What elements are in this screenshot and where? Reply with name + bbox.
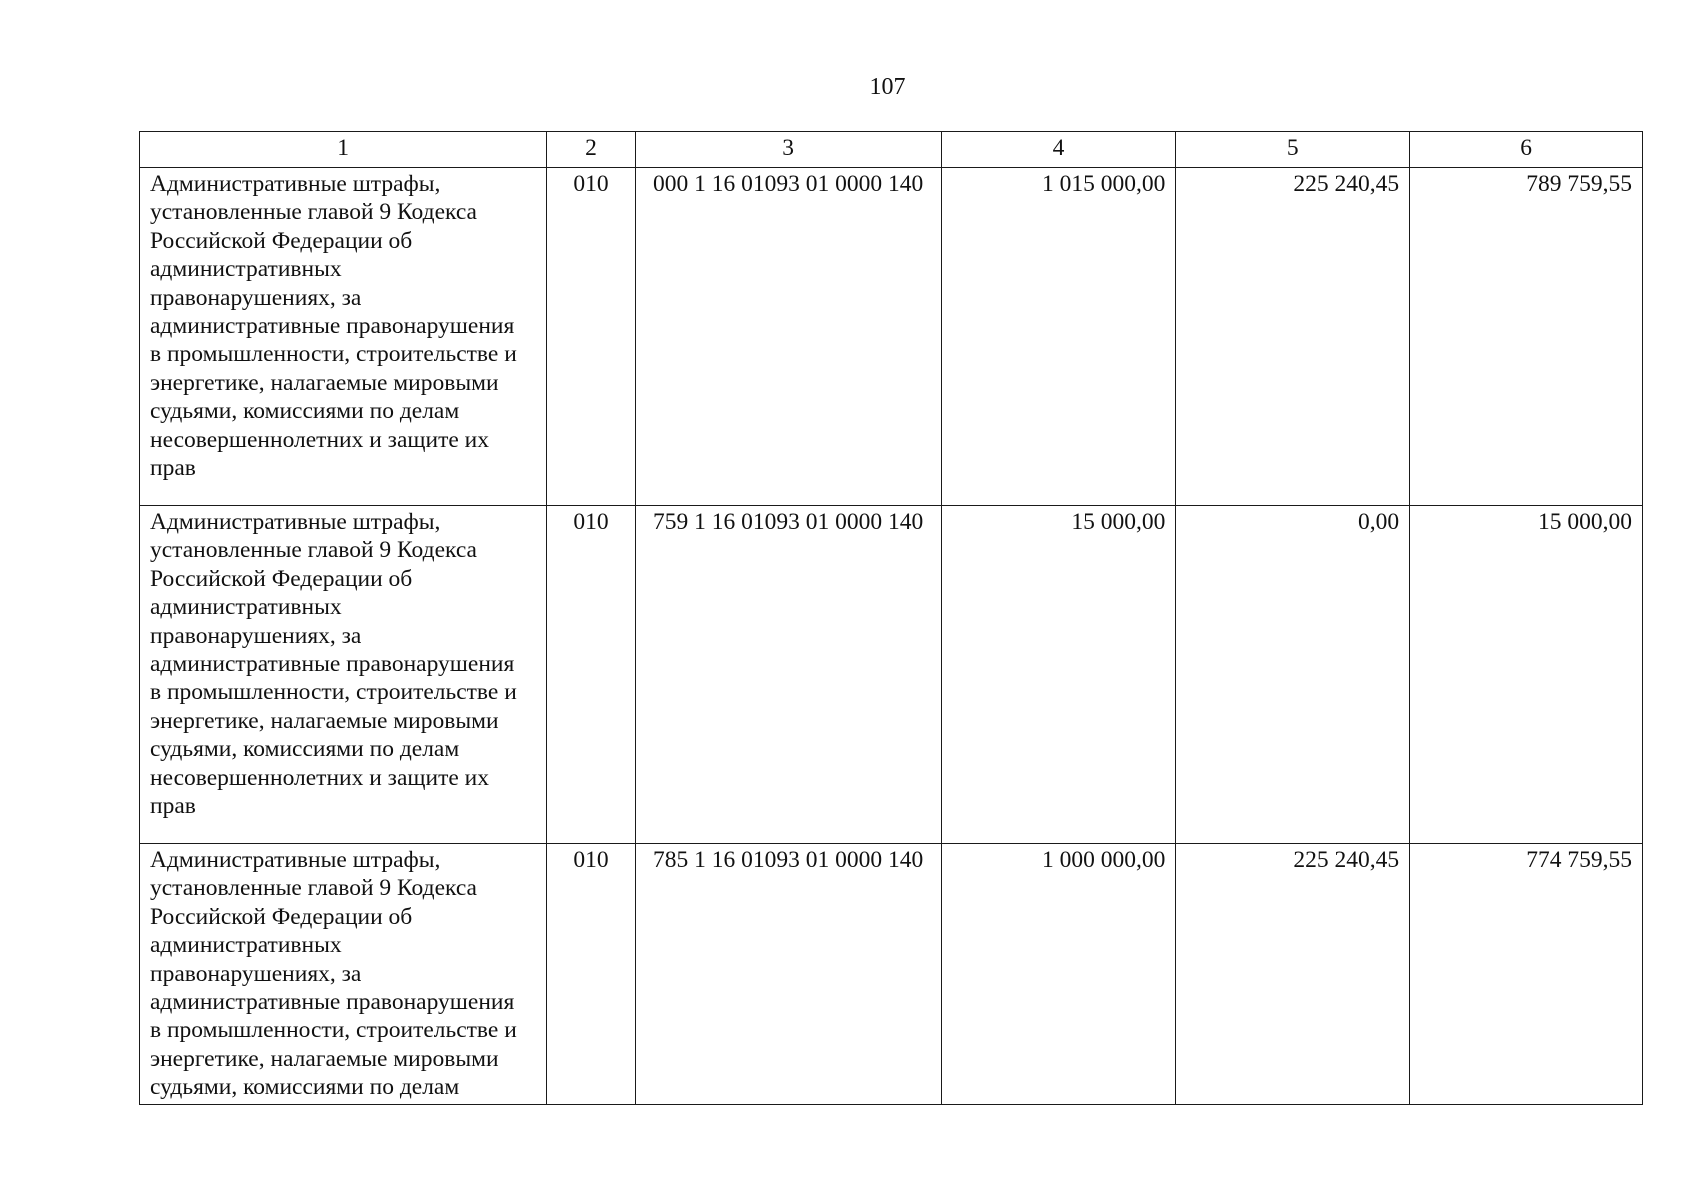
table-header-row [140,132,1643,168]
approved-amount-cell: 1 000 000,00 [941,844,1176,1105]
line-code-cell: 010 [547,168,635,506]
unexecuted-amount-cell: 15 000,00 [1410,506,1643,844]
unexecuted-amount-cell: 774 759,55 [1410,844,1643,1105]
table-row [140,168,1643,506]
header-cell-4: 4 [941,132,1176,168]
page-number: 107 [869,74,906,100]
income-code-cell: 759 1 16 01093 01 0000 140 [635,506,941,844]
report-table [139,131,1643,1105]
income-name-cell: Административные штрафы, установленные главой 9 Кодекса Российской Федерации об административных правонарушениях, за административные правонарушения в промышленности, строительстве и энергетике, налагаемые мировыми судьями, комиссиями по делам [140,844,547,1105]
table-row [140,844,1643,1105]
unexecuted-amount-cell: 789 759,55 [1410,168,1643,506]
executed-amount-cell: 0,00 [1176,506,1410,844]
income-code-cell: 000 1 16 01093 01 0000 140 [635,168,941,506]
approved-amount-cell: 15 000,00 [941,506,1176,844]
header-cell-1: 1 [140,132,547,168]
income-name-cell: Административные штрафы, установленные главой 9 Кодекса Российской Федерации об административных правонарушениях, за административные правонарушения в промышленности, строительстве и энергетике, налагаемые мировыми судьями, комиссиями по делам несовершеннолетних и защите их прав [140,168,547,506]
income-code-cell: 785 1 16 01093 01 0000 140 [635,844,941,1105]
header-cell-2: 2 [547,132,635,168]
executed-amount-cell: 225 240,45 [1176,168,1410,506]
line-code-cell: 010 [547,844,635,1105]
header-cell-6: 6 [1410,132,1643,168]
header-cell-5: 5 [1176,132,1410,168]
executed-amount-cell: 225 240,45 [1176,844,1410,1105]
approved-amount-cell: 1 015 000,00 [941,168,1176,506]
line-code-cell: 010 [547,506,635,844]
header-cell-3: 3 [635,132,941,168]
table-row [140,506,1643,844]
income-name-cell: Административные штрафы, установленные главой 9 Кодекса Российской Федерации об административных правонарушениях, за административные правонарушения в промышленности, строительстве и энергетике, налагаемые мировыми судьями, комиссиями по делам несовершеннолетних и защите их прав [140,506,547,844]
